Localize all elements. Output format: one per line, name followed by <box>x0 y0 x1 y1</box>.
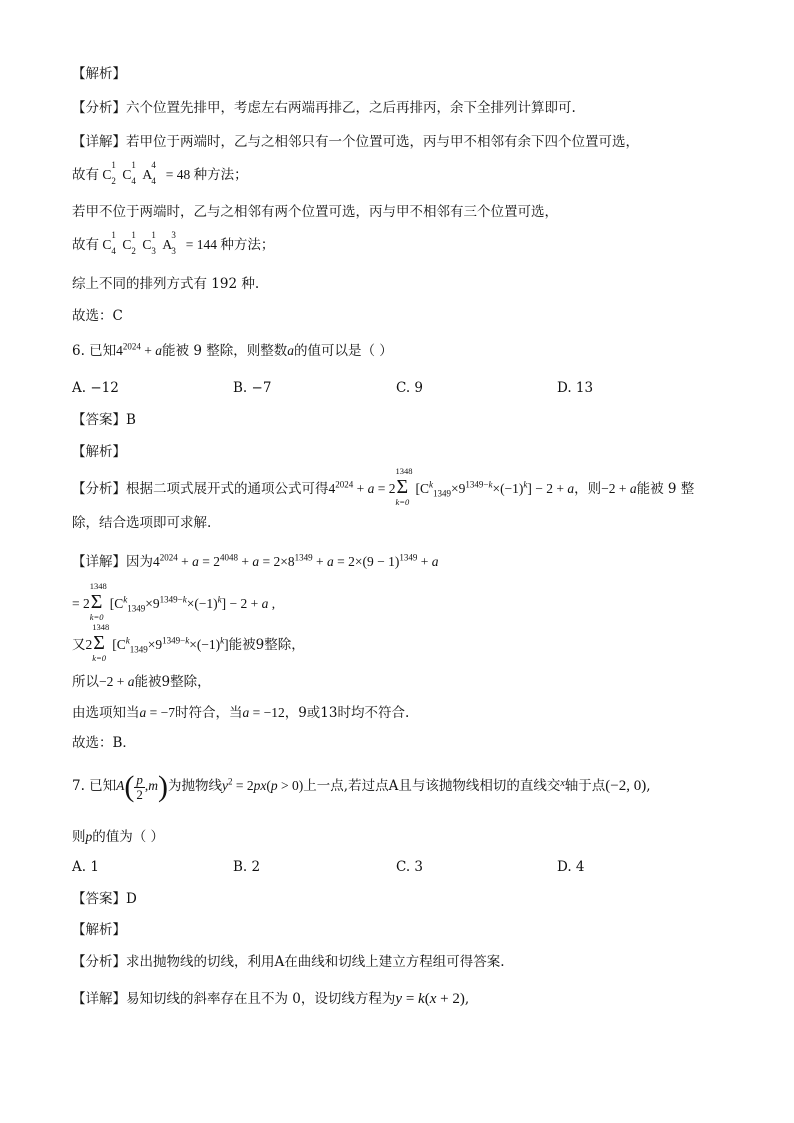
q6-detail-5: 由选项知当a = −7时符合，当a = −12，9或13时均不符合. <box>72 705 410 721</box>
p5-summary: 综上不同的排列方式有 192 种. <box>72 276 260 292</box>
q6-option-c[interactable]: C. 9 <box>396 380 424 396</box>
p5-case-2: 若甲不位于两端时，乙与之相邻有两个位置可选，丙与甲不相邻有三个位置可选， <box>72 204 558 220</box>
q6-option-b[interactable]: B. −7 <box>233 380 272 396</box>
p5-choice: 故选：C <box>72 308 123 324</box>
q7-analysis: 【分析】求出抛物线的切线，利用A在曲线和切线上建立方程组可得答案. <box>72 954 505 970</box>
p5-count-2: 故有 C 1 4 C 1 2 C 1 3 A 3 3 = 144 种方法； <box>72 230 275 256</box>
q6-analysis-cont: 除，结合选项即可求解. <box>72 515 212 531</box>
p5-detail-1: 【详解】若甲位于两端时，乙与之相邻只有一个位置可选，丙与甲不相邻有余下四个位置可选， <box>72 134 639 150</box>
q7-detail-1: 【详解】易知切线的斜率存在且不为 0，设切线方程为y = k(x + 2), <box>72 991 470 1007</box>
q6-answer: 【答案】B <box>72 412 136 428</box>
q7-option-c[interactable]: C. 3 <box>396 859 424 875</box>
p5-count-1: 故有 C 1 2 C 1 4 A 4 4 = 48 种方法； <box>72 160 248 186</box>
p5-jiexi-heading: 【解析】 <box>72 66 126 82</box>
q6-option-a[interactable]: A. −12 <box>72 380 119 396</box>
q6-option-d[interactable]: D. 13 <box>557 380 594 396</box>
q6-stem: 6. 已知$4^{2024} + a$能被 9 整除，则整数a的值可以是（ ） <box>72 341 393 359</box>
q7-jiexi-heading: 【解析】 <box>72 922 126 938</box>
q7-stem: 7. 已知A( $\frac{p}{2}$ ,m)为抛物线$y^2 = 2px(p > 0)$上一点,若过点A且与该抛物线相切的直线交$^x$轴于点(−2, 0), <box>72 770 651 803</box>
q7-option-b[interactable]: B. 2 <box>233 859 261 875</box>
p5-analysis: 【分析】六个位置先排甲，考虑左右两端再排乙，之后再排丙，余下全排列计算即可. <box>72 100 576 116</box>
q6-jiexi-heading: 【解析】 <box>72 444 126 460</box>
q6-choice: 故选：B． <box>72 735 136 751</box>
q6-analysis: 【分析】根据二项式展开式的通项公式可得$4^{2024} + a = 2$ 1348 Σ k=0 $[C^k_{1349}\times 9^{1349-k}\times(-1)^k] - 2 + a$，则−2 + a能被 9 整 <box>72 466 695 507</box>
q7-option-a[interactable]: A. 1 <box>72 859 99 875</box>
q6-detail-3: 又2 1348 Σ k=0 $[C^k_{1349}\times 9^{1349-k}\times(-1)^k]$能被9整除， <box>72 622 305 663</box>
q6-detail-4: 所以−2 + a能被9整除， <box>72 674 211 690</box>
q6-detail-2: = 2 1348 Σ k=0 $[C^k_{1349}\times 9^{1349-k}\times(-1)^k] - 2 + a$ , <box>72 581 276 622</box>
q7-stem-line2: 则p的值为（ ） <box>72 829 165 845</box>
q7-option-d[interactable]: D. 4 <box>557 859 585 875</box>
q7-answer: 【答案】D <box>72 891 137 907</box>
q6-detail-1: 【详解】因为$4^{2024} + a = 2^{4048} + a = 2\times 8^{1349} + a = 2\times(9 - 1)^{1349} + a$ <box>72 552 439 570</box>
